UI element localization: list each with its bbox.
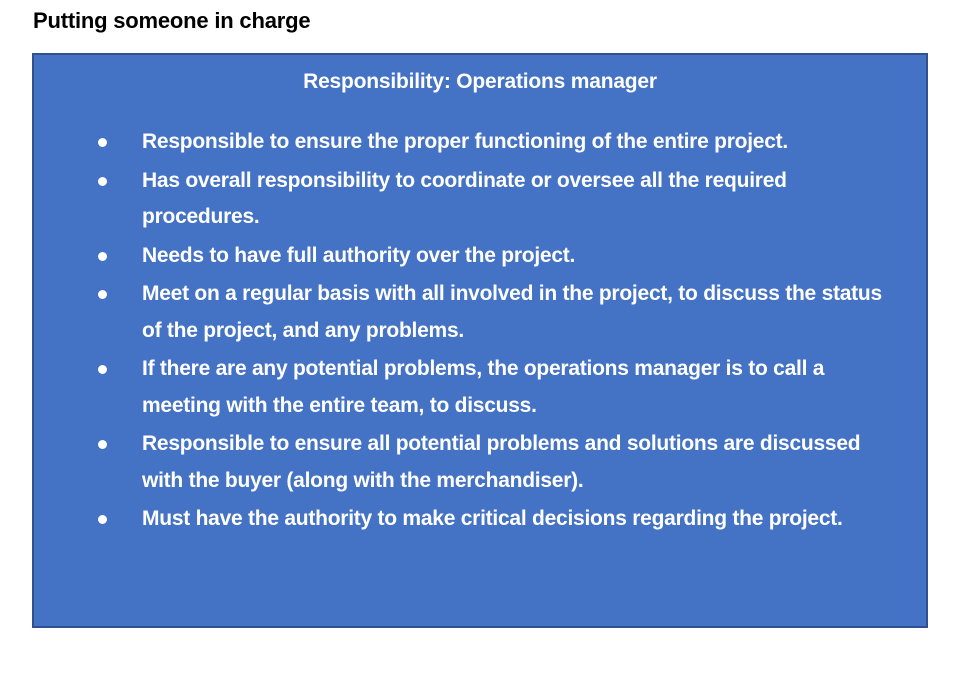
bullet-icon bbox=[98, 290, 107, 299]
list-item bbox=[34, 351, 926, 424]
list-item bbox=[34, 426, 926, 499]
list-item-text: Needs to have full authority over the project. bbox=[142, 243, 576, 267]
list-item-text: Has overall responsibility to coordinate or oversee all the required procedures. bbox=[142, 168, 787, 228]
box-title: Responsibility: Operations manager bbox=[303, 70, 657, 93]
list-item bbox=[34, 501, 926, 538]
list-item bbox=[34, 276, 926, 349]
list-item-text: Responsible to ensure all potential problems and solutions are discussed with the buyer (along with the merchandiser). bbox=[142, 432, 861, 492]
list-item bbox=[34, 163, 926, 236]
list-item-text: Must have the authority to make critical decisions regarding the project. bbox=[142, 507, 843, 530]
list-item-text: Responsible to ensure the proper functioning of the entire project. bbox=[142, 130, 788, 153]
list-item bbox=[34, 124, 926, 161]
list-item-text: Meet on a regular basis with all involved in the project, to discuss the status of the project, and any problems. bbox=[142, 282, 882, 342]
list-item bbox=[34, 238, 926, 275]
list-item-text: If there are any potential problems, the operations manager is to call a meeting with the entire team, to discuss. bbox=[142, 357, 825, 417]
bullet-icon bbox=[98, 177, 107, 186]
page-heading: Putting someone in charge bbox=[33, 8, 311, 33]
bullet-icon bbox=[98, 138, 107, 147]
bullet-icon bbox=[98, 365, 107, 374]
bullet-icon bbox=[98, 515, 107, 524]
responsibility-box bbox=[32, 53, 928, 628]
bullet-icon bbox=[98, 252, 107, 261]
bullet-icon bbox=[98, 440, 107, 449]
responsibility-list bbox=[34, 124, 926, 540]
